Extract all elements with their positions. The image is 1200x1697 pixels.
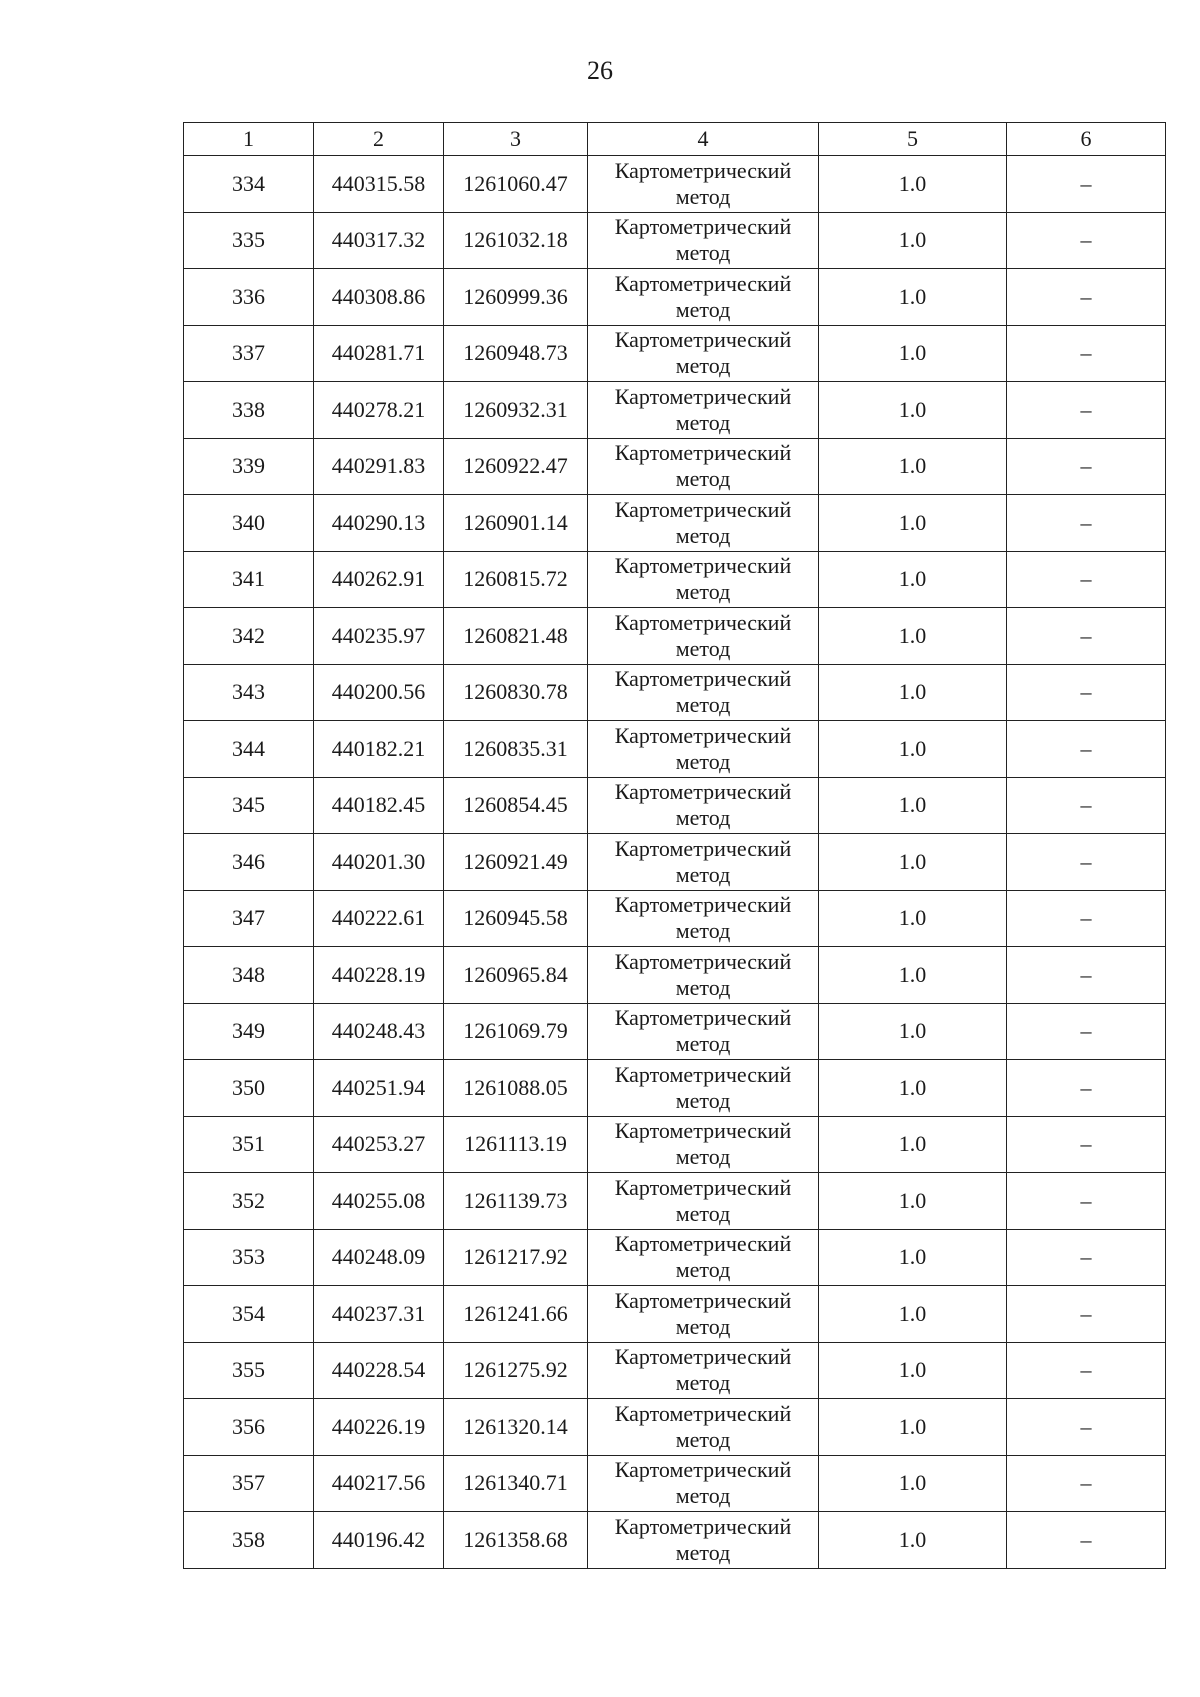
y-coordinate-cell: 1260830.78	[444, 664, 588, 721]
table-row	[184, 1286, 1166, 1343]
method-line-1: Картометрический	[614, 779, 792, 805]
method-line-2: метод	[675, 974, 731, 1000]
table-row	[184, 1060, 1166, 1117]
accuracy-cell: 1.0	[819, 890, 1007, 947]
method-cell	[588, 1003, 819, 1060]
note-cell: –	[1007, 325, 1166, 382]
accuracy-cell: 1.0	[819, 947, 1007, 1004]
table-row	[184, 777, 1166, 834]
method-line-1: Картометрический	[614, 1174, 792, 1200]
method-line-2: метод	[675, 1313, 731, 1339]
point-number-cell: 334	[184, 156, 314, 213]
method-line-1: Картометрический	[614, 609, 792, 635]
table-row	[184, 1512, 1166, 1569]
method-line-1: Картометрический	[614, 1287, 792, 1313]
table-row	[184, 1003, 1166, 1060]
y-coordinate-cell: 1261320.14	[444, 1399, 588, 1456]
x-coordinate-cell: 440315.58	[314, 156, 444, 213]
method-cell	[588, 608, 819, 665]
method-cell	[588, 495, 819, 552]
note-cell: –	[1007, 608, 1166, 665]
note-cell: –	[1007, 1060, 1166, 1117]
method-line-2: метод	[675, 1426, 731, 1452]
table-header	[184, 123, 1166, 156]
table-row	[184, 1455, 1166, 1512]
method-line-1: Картометрический	[614, 1457, 792, 1483]
method-cell	[588, 664, 819, 721]
x-coordinate-cell: 440308.86	[314, 269, 444, 326]
note-cell: –	[1007, 777, 1166, 834]
x-coordinate-cell: 440278.21	[314, 382, 444, 439]
note-cell: –	[1007, 156, 1166, 213]
method-line-2: метод	[675, 1539, 731, 1565]
header-col-1: 1	[184, 123, 314, 156]
method-line-1: Картометрический	[614, 270, 792, 296]
note-cell: –	[1007, 551, 1166, 608]
method-line-2: метод	[675, 1087, 731, 1113]
point-number-cell: 343	[184, 664, 314, 721]
point-number-cell: 336	[184, 269, 314, 326]
accuracy-cell: 1.0	[819, 1342, 1007, 1399]
point-number-cell: 338	[184, 382, 314, 439]
y-coordinate-cell: 1261088.05	[444, 1060, 588, 1117]
point-number-cell: 345	[184, 777, 314, 834]
accuracy-cell: 1.0	[819, 325, 1007, 382]
x-coordinate-cell: 440228.54	[314, 1342, 444, 1399]
method-cell	[588, 1229, 819, 1286]
method-line-2: метод	[675, 183, 731, 209]
point-number-cell: 335	[184, 212, 314, 269]
method-cell	[588, 947, 819, 1004]
y-coordinate-cell: 1261340.71	[444, 1455, 588, 1512]
method-cell	[588, 325, 819, 382]
x-coordinate-cell: 440237.31	[314, 1286, 444, 1343]
method-line-1: Картометрический	[614, 1513, 792, 1539]
point-number-cell: 356	[184, 1399, 314, 1456]
note-cell: –	[1007, 269, 1166, 326]
header-col-2: 2	[314, 123, 444, 156]
note-cell: –	[1007, 1173, 1166, 1230]
point-number-cell: 348	[184, 947, 314, 1004]
point-number-cell: 340	[184, 495, 314, 552]
method-line-1: Картометрический	[614, 1344, 792, 1370]
point-number-cell: 351	[184, 1116, 314, 1173]
note-cell: –	[1007, 1512, 1166, 1569]
point-number-cell: 349	[184, 1003, 314, 1060]
note-cell: –	[1007, 1116, 1166, 1173]
page-number: 26	[587, 56, 613, 85]
point-number-cell: 342	[184, 608, 314, 665]
y-coordinate-cell: 1260922.47	[444, 438, 588, 495]
x-coordinate-cell: 440222.61	[314, 890, 444, 947]
method-line-1: Картометрический	[614, 327, 792, 353]
x-coordinate-cell: 440281.71	[314, 325, 444, 382]
method-line-1: Картометрический	[614, 1118, 792, 1144]
accuracy-cell: 1.0	[819, 269, 1007, 326]
method-cell	[588, 269, 819, 326]
method-cell	[588, 438, 819, 495]
header-col-5: 5	[819, 123, 1007, 156]
x-coordinate-cell: 440235.97	[314, 608, 444, 665]
method-line-1: Картометрический	[614, 553, 792, 579]
y-coordinate-cell: 1261217.92	[444, 1229, 588, 1286]
y-coordinate-cell: 1260921.49	[444, 834, 588, 891]
point-number-cell: 355	[184, 1342, 314, 1399]
note-cell: –	[1007, 212, 1166, 269]
note-cell: –	[1007, 947, 1166, 1004]
method-cell	[588, 212, 819, 269]
y-coordinate-cell: 1261060.47	[444, 156, 588, 213]
accuracy-cell: 1.0	[819, 1060, 1007, 1117]
x-coordinate-cell: 440248.43	[314, 1003, 444, 1060]
method-line-2: метод	[675, 1257, 731, 1283]
method-line-1: Картометрический	[614, 383, 792, 409]
accuracy-cell: 1.0	[819, 1455, 1007, 1512]
method-cell	[588, 1342, 819, 1399]
accuracy-cell: 1.0	[819, 1116, 1007, 1173]
accuracy-cell: 1.0	[819, 212, 1007, 269]
table-row	[184, 1342, 1166, 1399]
method-cell	[588, 156, 819, 213]
x-coordinate-cell: 440228.19	[314, 947, 444, 1004]
header-col-6: 6	[1007, 123, 1166, 156]
method-line-2: метод	[675, 296, 731, 322]
table-row	[184, 1173, 1166, 1230]
accuracy-cell: 1.0	[819, 495, 1007, 552]
x-coordinate-cell: 440317.32	[314, 212, 444, 269]
method-cell	[588, 1399, 819, 1456]
y-coordinate-cell: 1261113.19	[444, 1116, 588, 1173]
header-col-4: 4	[588, 123, 819, 156]
table-row	[184, 438, 1166, 495]
method-line-2: метод	[675, 1200, 731, 1226]
table-row	[184, 382, 1166, 439]
accuracy-cell: 1.0	[819, 551, 1007, 608]
point-number-cell: 339	[184, 438, 314, 495]
method-line-1: Картометрический	[614, 157, 792, 183]
y-coordinate-cell: 1261241.66	[444, 1286, 588, 1343]
x-coordinate-cell: 440248.09	[314, 1229, 444, 1286]
method-line-1: Картометрический	[614, 214, 792, 240]
accuracy-cell: 1.0	[819, 1512, 1007, 1569]
header-row	[184, 123, 1166, 156]
x-coordinate-cell: 440255.08	[314, 1173, 444, 1230]
x-coordinate-cell: 440182.21	[314, 721, 444, 778]
x-coordinate-cell: 440262.91	[314, 551, 444, 608]
note-cell: –	[1007, 834, 1166, 891]
method-line-1: Картометрический	[614, 1005, 792, 1031]
table-row	[184, 1116, 1166, 1173]
point-number-cell: 347	[184, 890, 314, 947]
y-coordinate-cell: 1260901.14	[444, 495, 588, 552]
accuracy-cell: 1.0	[819, 608, 1007, 665]
header-col-3: 3	[444, 123, 588, 156]
method-cell	[588, 1173, 819, 1230]
y-coordinate-cell: 1261032.18	[444, 212, 588, 269]
accuracy-cell: 1.0	[819, 438, 1007, 495]
point-number-cell: 352	[184, 1173, 314, 1230]
point-number-cell: 350	[184, 1060, 314, 1117]
point-number-cell: 346	[184, 834, 314, 891]
table-row	[184, 1229, 1166, 1286]
table-row	[184, 1399, 1166, 1456]
point-number-cell: 337	[184, 325, 314, 382]
y-coordinate-cell: 1260948.73	[444, 325, 588, 382]
point-number-cell: 344	[184, 721, 314, 778]
method-line-2: метод	[675, 635, 731, 661]
accuracy-cell: 1.0	[819, 156, 1007, 213]
accuracy-cell: 1.0	[819, 1003, 1007, 1060]
method-cell	[588, 721, 819, 778]
method-cell	[588, 1116, 819, 1173]
point-number-cell: 354	[184, 1286, 314, 1343]
point-number-cell: 358	[184, 1512, 314, 1569]
method-line-1: Картометрический	[614, 948, 792, 974]
point-number-cell: 353	[184, 1229, 314, 1286]
table-row	[184, 608, 1166, 665]
note-cell: –	[1007, 890, 1166, 947]
note-cell: –	[1007, 1399, 1166, 1456]
method-line-2: метод	[675, 466, 731, 492]
note-cell: –	[1007, 1455, 1166, 1512]
method-cell	[588, 1455, 819, 1512]
accuracy-cell: 1.0	[819, 382, 1007, 439]
note-cell: –	[1007, 1286, 1166, 1343]
method-line-1: Картометрический	[614, 496, 792, 522]
method-line-1: Картометрический	[614, 666, 792, 692]
x-coordinate-cell: 440291.83	[314, 438, 444, 495]
y-coordinate-cell: 1261275.92	[444, 1342, 588, 1399]
method-line-1: Картометрический	[614, 1061, 792, 1087]
note-cell: –	[1007, 438, 1166, 495]
y-coordinate-cell: 1260965.84	[444, 947, 588, 1004]
method-line-2: метод	[675, 861, 731, 887]
table-row	[184, 834, 1166, 891]
x-coordinate-cell: 440226.19	[314, 1399, 444, 1456]
y-coordinate-cell: 1261358.68	[444, 1512, 588, 1569]
coordinates-table	[183, 122, 1166, 1569]
table-row	[184, 890, 1166, 947]
method-cell	[588, 834, 819, 891]
note-cell: –	[1007, 382, 1166, 439]
method-cell	[588, 777, 819, 834]
note-cell: –	[1007, 1342, 1166, 1399]
method-line-2: метод	[675, 1031, 731, 1057]
method-line-1: Картометрический	[614, 1231, 792, 1257]
method-line-1: Картометрический	[614, 440, 792, 466]
table-row	[184, 212, 1166, 269]
point-number-cell: 357	[184, 1455, 314, 1512]
note-cell: –	[1007, 721, 1166, 778]
note-cell: –	[1007, 664, 1166, 721]
accuracy-cell: 1.0	[819, 777, 1007, 834]
method-line-2: метод	[675, 353, 731, 379]
y-coordinate-cell: 1260854.45	[444, 777, 588, 834]
method-cell	[588, 382, 819, 439]
method-line-1: Картометрический	[614, 722, 792, 748]
y-coordinate-cell: 1260999.36	[444, 269, 588, 326]
x-coordinate-cell: 440196.42	[314, 1512, 444, 1569]
table-row	[184, 721, 1166, 778]
method-line-2: метод	[675, 409, 731, 435]
method-line-2: метод	[675, 1144, 731, 1170]
method-cell	[588, 1512, 819, 1569]
table-row	[184, 156, 1166, 213]
method-line-2: метод	[675, 1483, 731, 1509]
table-row	[184, 325, 1166, 382]
x-coordinate-cell: 440290.13	[314, 495, 444, 552]
point-number-cell: 341	[184, 551, 314, 608]
method-cell	[588, 551, 819, 608]
method-cell	[588, 1286, 819, 1343]
accuracy-cell: 1.0	[819, 1173, 1007, 1230]
table-row	[184, 664, 1166, 721]
x-coordinate-cell: 440201.30	[314, 834, 444, 891]
x-coordinate-cell: 440182.45	[314, 777, 444, 834]
x-coordinate-cell: 440253.27	[314, 1116, 444, 1173]
x-coordinate-cell: 440251.94	[314, 1060, 444, 1117]
y-coordinate-cell: 1260932.31	[444, 382, 588, 439]
accuracy-cell: 1.0	[819, 1286, 1007, 1343]
method-line-2: метод	[675, 748, 731, 774]
table-body	[184, 156, 1166, 1569]
note-cell: –	[1007, 1229, 1166, 1286]
accuracy-cell: 1.0	[819, 1399, 1007, 1456]
table-row	[184, 551, 1166, 608]
method-cell	[588, 890, 819, 947]
y-coordinate-cell: 1260815.72	[444, 551, 588, 608]
note-cell: –	[1007, 495, 1166, 552]
y-coordinate-cell: 1261139.73	[444, 1173, 588, 1230]
method-line-1: Картометрический	[614, 892, 792, 918]
table-row	[184, 269, 1166, 326]
method-line-2: метод	[675, 240, 731, 266]
method-line-1: Картометрический	[614, 1400, 792, 1426]
x-coordinate-cell: 440200.56	[314, 664, 444, 721]
accuracy-cell: 1.0	[819, 834, 1007, 891]
method-line-2: метод	[675, 692, 731, 718]
method-line-2: метод	[675, 1370, 731, 1396]
y-coordinate-cell: 1260821.48	[444, 608, 588, 665]
method-line-2: метод	[675, 918, 731, 944]
method-line-2: метод	[675, 805, 731, 831]
method-line-2: метод	[675, 522, 731, 548]
y-coordinate-cell: 1261069.79	[444, 1003, 588, 1060]
accuracy-cell: 1.0	[819, 721, 1007, 778]
note-cell: –	[1007, 1003, 1166, 1060]
table-row	[184, 495, 1166, 552]
y-coordinate-cell: 1260835.31	[444, 721, 588, 778]
method-cell	[588, 1060, 819, 1117]
accuracy-cell: 1.0	[819, 664, 1007, 721]
table-row	[184, 947, 1166, 1004]
method-line-1: Картометрический	[614, 835, 792, 861]
y-coordinate-cell: 1260945.58	[444, 890, 588, 947]
x-coordinate-cell: 440217.56	[314, 1455, 444, 1512]
accuracy-cell: 1.0	[819, 1229, 1007, 1286]
method-line-2: метод	[675, 579, 731, 605]
